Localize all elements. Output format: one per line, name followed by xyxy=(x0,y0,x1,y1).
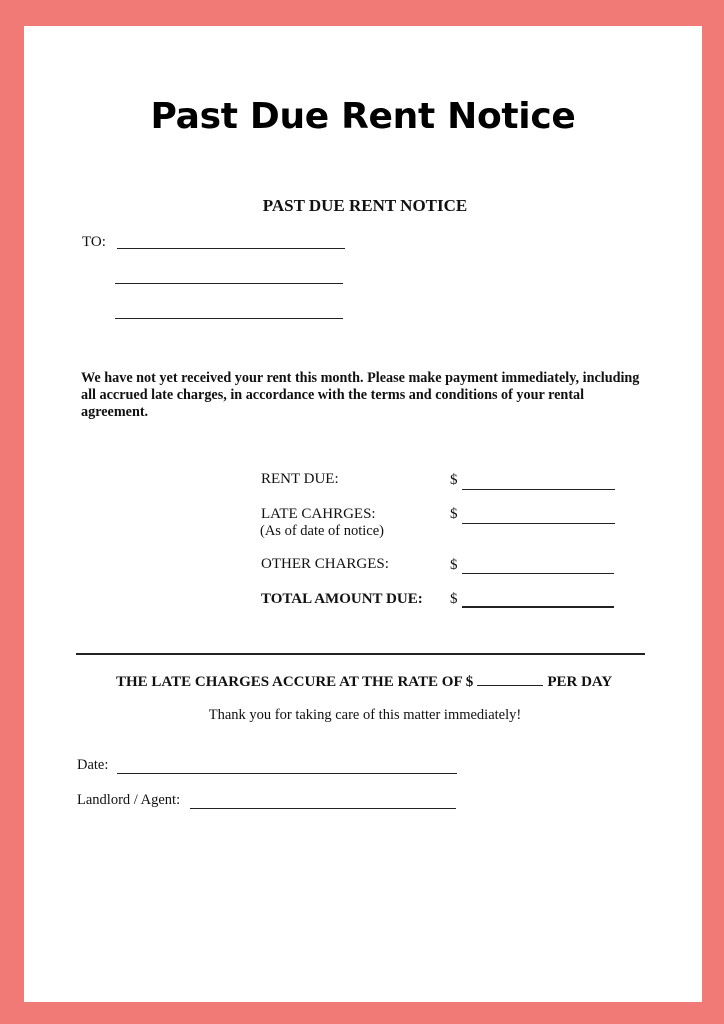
recipient-line-3[interactable] xyxy=(115,318,343,319)
recipient-line-1[interactable] xyxy=(117,248,345,249)
agent-label: Landlord / Agent: xyxy=(77,792,181,808)
date-field[interactable] xyxy=(117,773,457,774)
rent-due-field[interactable] xyxy=(462,489,615,490)
to-label: TO: xyxy=(82,234,106,250)
date-label: Date: xyxy=(77,757,109,773)
late-charges-note: (As of date of notice) xyxy=(260,523,385,539)
rent-due-currency: $ xyxy=(450,472,458,488)
form-title: PAST DUE RENT NOTICE xyxy=(262,196,468,215)
total-due-label: TOTAL AMOUNT DUE: xyxy=(261,591,423,607)
total-due-currency: $ xyxy=(450,591,458,607)
recipient-line-2[interactable] xyxy=(115,283,343,284)
late-rate-suffix: PER DAY xyxy=(547,674,613,690)
notice-paragraph: We have not yet received your rent this month. Please make payment immediately, including all accrued late charges, in accordance with the terms and conditions of your rental agreement. xyxy=(81,370,640,420)
total-due-field[interactable] xyxy=(462,606,614,608)
other-charges-field[interactable] xyxy=(462,573,614,574)
other-charges-label: OTHER CHARGES: xyxy=(261,556,389,572)
section-divider xyxy=(76,653,645,655)
other-charges-currency: $ xyxy=(450,557,458,573)
late-charges-label: LATE CAHRGES: xyxy=(261,506,376,522)
thank-you-text: Thank you for taking care of this matter immediately! xyxy=(208,707,522,723)
late-charges-field[interactable] xyxy=(462,523,615,524)
late-rate-prefix: THE LATE CHARGES ACCURE AT THE RATE OF $ xyxy=(116,674,474,690)
page-title: Past Due Rent Notice xyxy=(150,96,576,137)
notice-sheet xyxy=(24,26,702,1002)
late-charges-currency: $ xyxy=(450,506,458,522)
late-rate-field[interactable] xyxy=(477,673,543,686)
rent-due-label: RENT DUE: xyxy=(261,471,339,487)
late-rate-line xyxy=(116,673,612,691)
agent-signature-field[interactable] xyxy=(190,808,456,809)
